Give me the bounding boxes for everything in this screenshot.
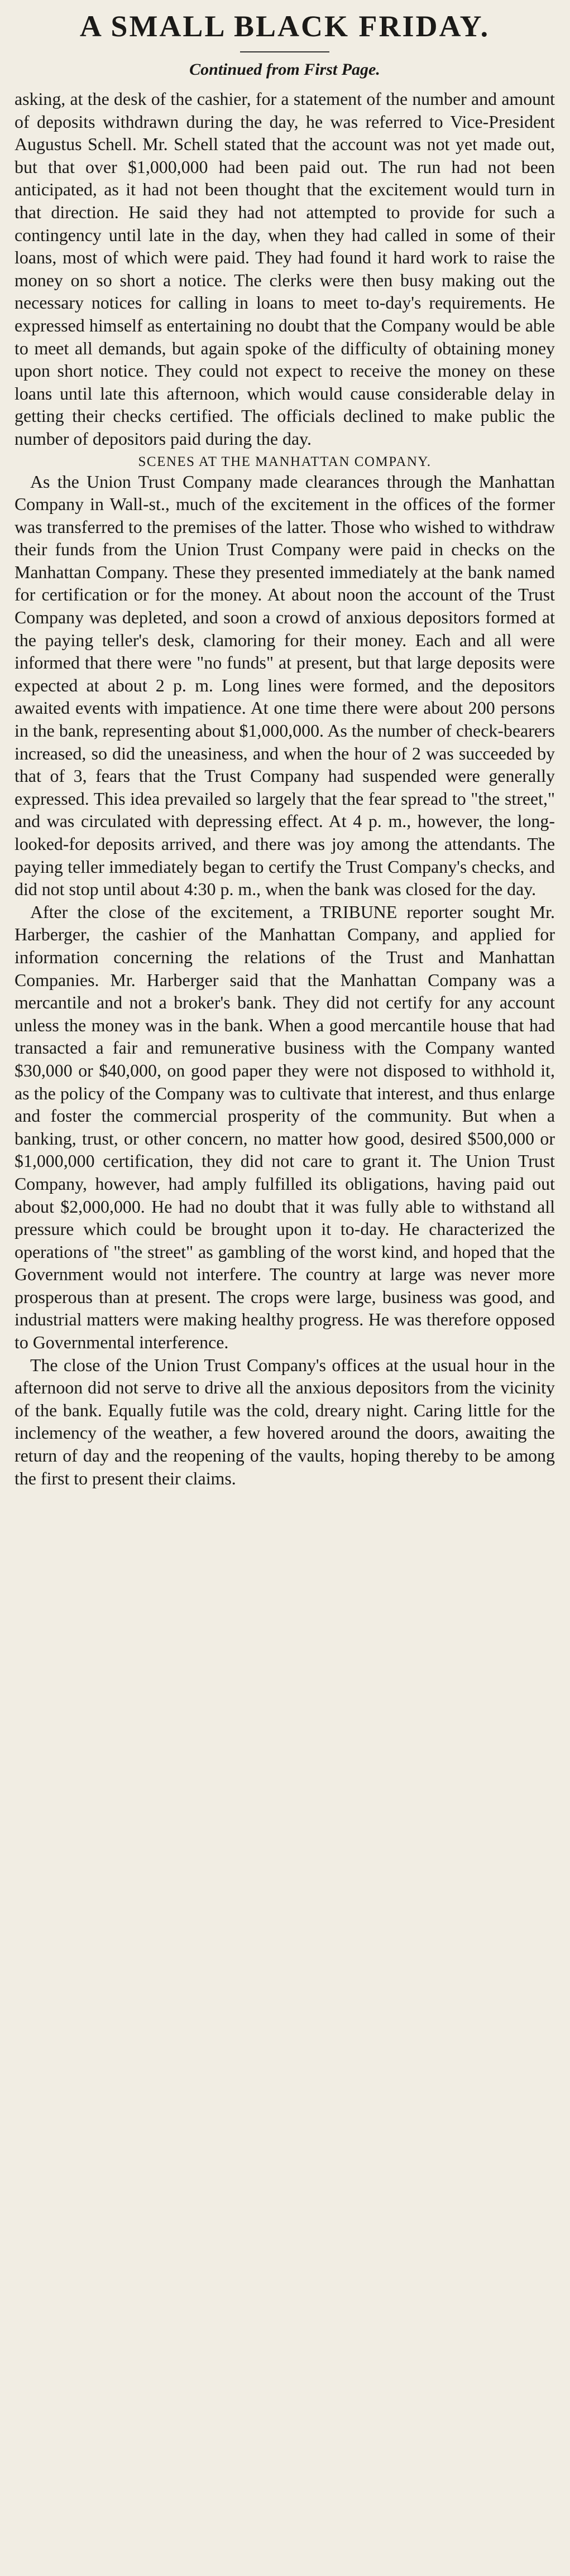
paragraph-1: asking, at the desk of the cashier, for a statement of the number and amount of deposits withdrawn during the day, he was referred to Vice-President Augustus Schell. Mr. Schell stated that the account was not yet made out, but that over $1,000,000 had been paid out. The run had not been anticipated, as it had not been thought that the excitement would turn in that direction. He said they had not attempted to provide for such a contingency until late in the day, when they had called in some of their loans, most of which were paid. They had found it hard work to raise the money on so short a notice. The clerks were then busy making out the necessary notices for calling in loans to meet to-day's requirements. He expressed himself as entertaining no doubt that the Company would be able to meet all demands, but again spoke of the difficulty of obtaining money upon short notice. They could not expect to receive the money on these loans until late this afternoon, which would cause considerable delay in getting their checks certified. The officials declined to make public the number of depositors paid during the day.: [15, 89, 555, 449]
paragraph-3: After the close of the excitement, a TRIBUNE reporter sought Mr. Harberger, the cashier of the Manhattan Company, and applied for information concerning the relations of the Trust and Manhattan Companies. Mr. Harberger said that the Manhattan Company was a mercantile and not a broker's bank. They did not certify for any account unless the money was in the bank. When a good mercantile house that had transacted a fair and remunerative business with the Company wanted $30,000 or $40,000, on good paper they were not disposed to withhold it, as the policy of the Company was to cultivate that interest, and thus enlarge and foster the commercial prosperity of the community. But when a banking, trust, or other concern, no matter how good, desired $500,000 or $1,000,000 certification, they did not care to grant it. The Union Trust Company, however, had amply fulfilled its obligations, having paid out about $2,000,000. He had no doubt that it was fully able to withstand all pressure which could be brought upon it to-day. He characterized the operations of "the street" as gambling of the worst kind, and hoped that the Government would not interfere. The country at large was never more prosperous than at present. The crops were large, business was good, and industrial matters were making healthy progress. He was therefore opposed to Governmental interference.: [15, 902, 555, 1353]
article-column: [15, 0, 555, 1490]
continued-line: Continued from First Page.: [189, 60, 380, 79]
paragraph-2: As the Union Trust Company made clearances through the Manhattan Company in Wall-st., much of the excitement in the offices of the former was transferred to the premises of the latter. Those who wished to withdraw their funds from the Union Trust Company were paid in checks on the Manhattan Company. These they presented immediately at the bank named for certification or for the money. At about noon the account of the Trust Company was depleted, and soon a crowd of anxious depositors formed at the paying teller's desk, clamoring for their money. Each and all were informed that there were "no funds" at present, but that large deposits were expected at about 2 p. m. Long lines were formed, and the depositors awaited events with impatience. At one time there were about 200 persons in the bank, representing about $1,000,000. As the number of check-bearers increased, so did the uneasiness, and when the hour of 2 was succeeded by that of 3, fears that the Trust Company had suspended were generally expressed. This idea prevailed so largely that the fear spread to "the street," and was circulated with depressing effect. At 4 p. m., however, the long-looked-for deposits arrived, and there was joy among the attendants. The paying teller immediately began to certify the Trust Company's checks, and did not stop until about 4:30 p. m., when the bank was closed for the day.: [15, 472, 555, 900]
section-heading: SCENES AT THE MANHATTAN COMPANY.: [138, 454, 432, 469]
headline: A SMALL BLACK FRIDAY.: [79, 9, 490, 43]
paragraph-4: The close of the Union Trust Company's offices at the usual hour in the afternoon did not serve to drive all the anxious depositors from the vicinity of the bank. Equally futile was the cold, dreary night. Caring little for the inclemency of the weather, a few hovered around the doors, awaiting the return of day and the reopening of the vaults, hoping thereby to be among the first to present their claims.: [15, 1355, 555, 1488]
headline-rule: [240, 51, 329, 52]
